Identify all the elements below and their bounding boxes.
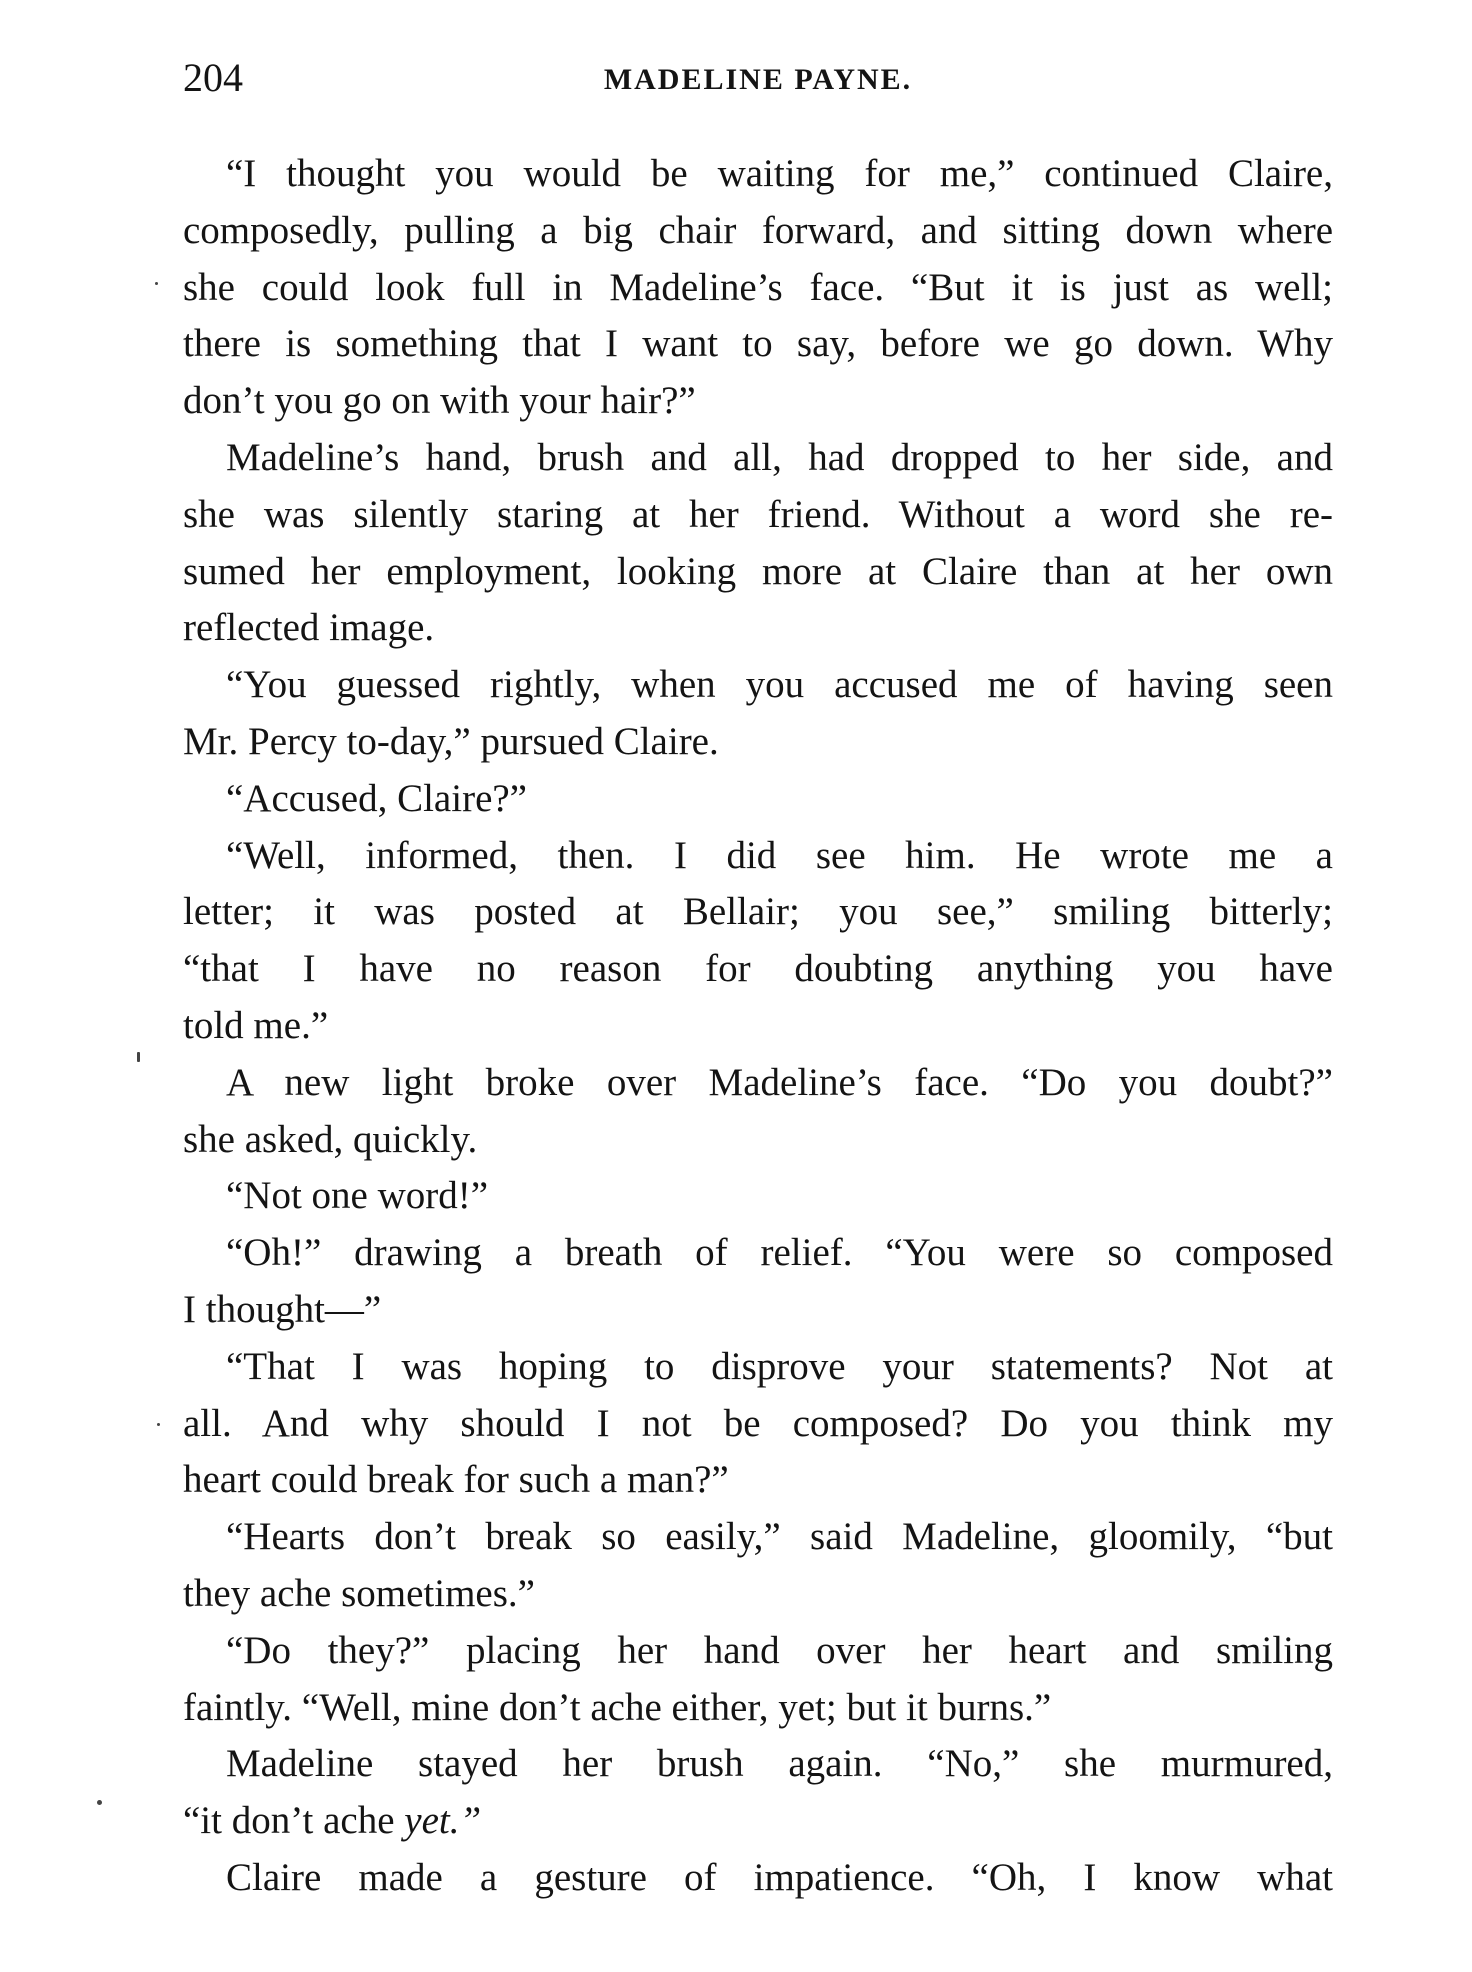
text-line: she could look full in Madeline’s face. “But it is just as well;: [183, 265, 1333, 309]
text-line: don’t you go on with your hair?”: [183, 379, 696, 423]
text-line: sumed her employment, looking more at Claire than at her own: [183, 549, 1333, 593]
italic-word: yet.”: [404, 1799, 482, 1843]
text-line: Mr. Percy to-day,” pursued Claire.: [183, 719, 719, 763]
text-line: “Do they?” placing her hand over her heart and smiling: [226, 1628, 1333, 1672]
page-number: 204: [183, 55, 243, 100]
text-line: she asked, quickly.: [183, 1117, 478, 1161]
text-line: I thought—”: [183, 1287, 382, 1331]
text-line: “Well, informed, then. I did see him. He wrote me a: [226, 833, 1333, 877]
text-line: [183, 1793, 1333, 1850]
text-line: “I thought you would be waiting for me,” continued Claire,: [226, 152, 1333, 195]
text-line: faintly. “Well, mine don’t ache either, yet; but it burns.”: [183, 1685, 1052, 1729]
scan-speck: [157, 1423, 160, 1426]
page-header: [183, 48, 1333, 108]
text-line: “You guessed rightly, when you accused me of having seen: [226, 663, 1333, 707]
text-line: told me.”: [183, 1003, 329, 1047]
text-line: they ache sometimes.”: [183, 1571, 535, 1615]
text-line: “Oh!” drawing a breath of relief. “You were so composed: [226, 1231, 1333, 1275]
text-line: letter; it was posted at Bellair; you see,” smiling bitterly;: [183, 890, 1333, 934]
text-line: all. And why should I not be composed? Do you think my: [183, 1401, 1333, 1445]
text-line: there is something that I want to say, before we go down. Why: [183, 322, 1333, 366]
scan-speck: [137, 1052, 140, 1062]
text-line: she was silently staring at her friend. Without a word she re-: [183, 492, 1333, 536]
running-title: MADELINE PAYNE.: [603, 63, 913, 96]
text-line: “that I have no reason for doubting anything you have: [183, 947, 1333, 991]
text-segment: “it don’t ache: [183, 1799, 395, 1843]
text-line: composedly, pulling a big chair forward, and sitting down where: [183, 208, 1333, 252]
text-line: Claire made a gesture of impatience. “Oh, I know what: [226, 1855, 1333, 1899]
scan-speck: [155, 282, 158, 285]
text-line: Madeline stayed her brush again. “No,” she murmured,: [226, 1742, 1333, 1786]
text-line: “Not one word!”: [226, 1174, 489, 1218]
text-line: A new light broke over Madeline’s face. “Do you doubt?”: [226, 1060, 1333, 1104]
text-line: Madeline’s hand, brush and all, had dropped to her side, and: [226, 435, 1333, 479]
text-line: “Hearts don’t break so easily,” said Madeline, gloomily, “but: [226, 1515, 1333, 1559]
text-line: “Accused, Claire?”: [226, 776, 527, 820]
scan-speck: [97, 1800, 102, 1805]
text-line: reflected image.: [183, 606, 435, 650]
body-text: [183, 146, 1333, 1907]
text-line: heart could break for such a man?”: [183, 1458, 729, 1502]
text-line: “That I was hoping to disprove your statements? Not at: [226, 1344, 1333, 1388]
